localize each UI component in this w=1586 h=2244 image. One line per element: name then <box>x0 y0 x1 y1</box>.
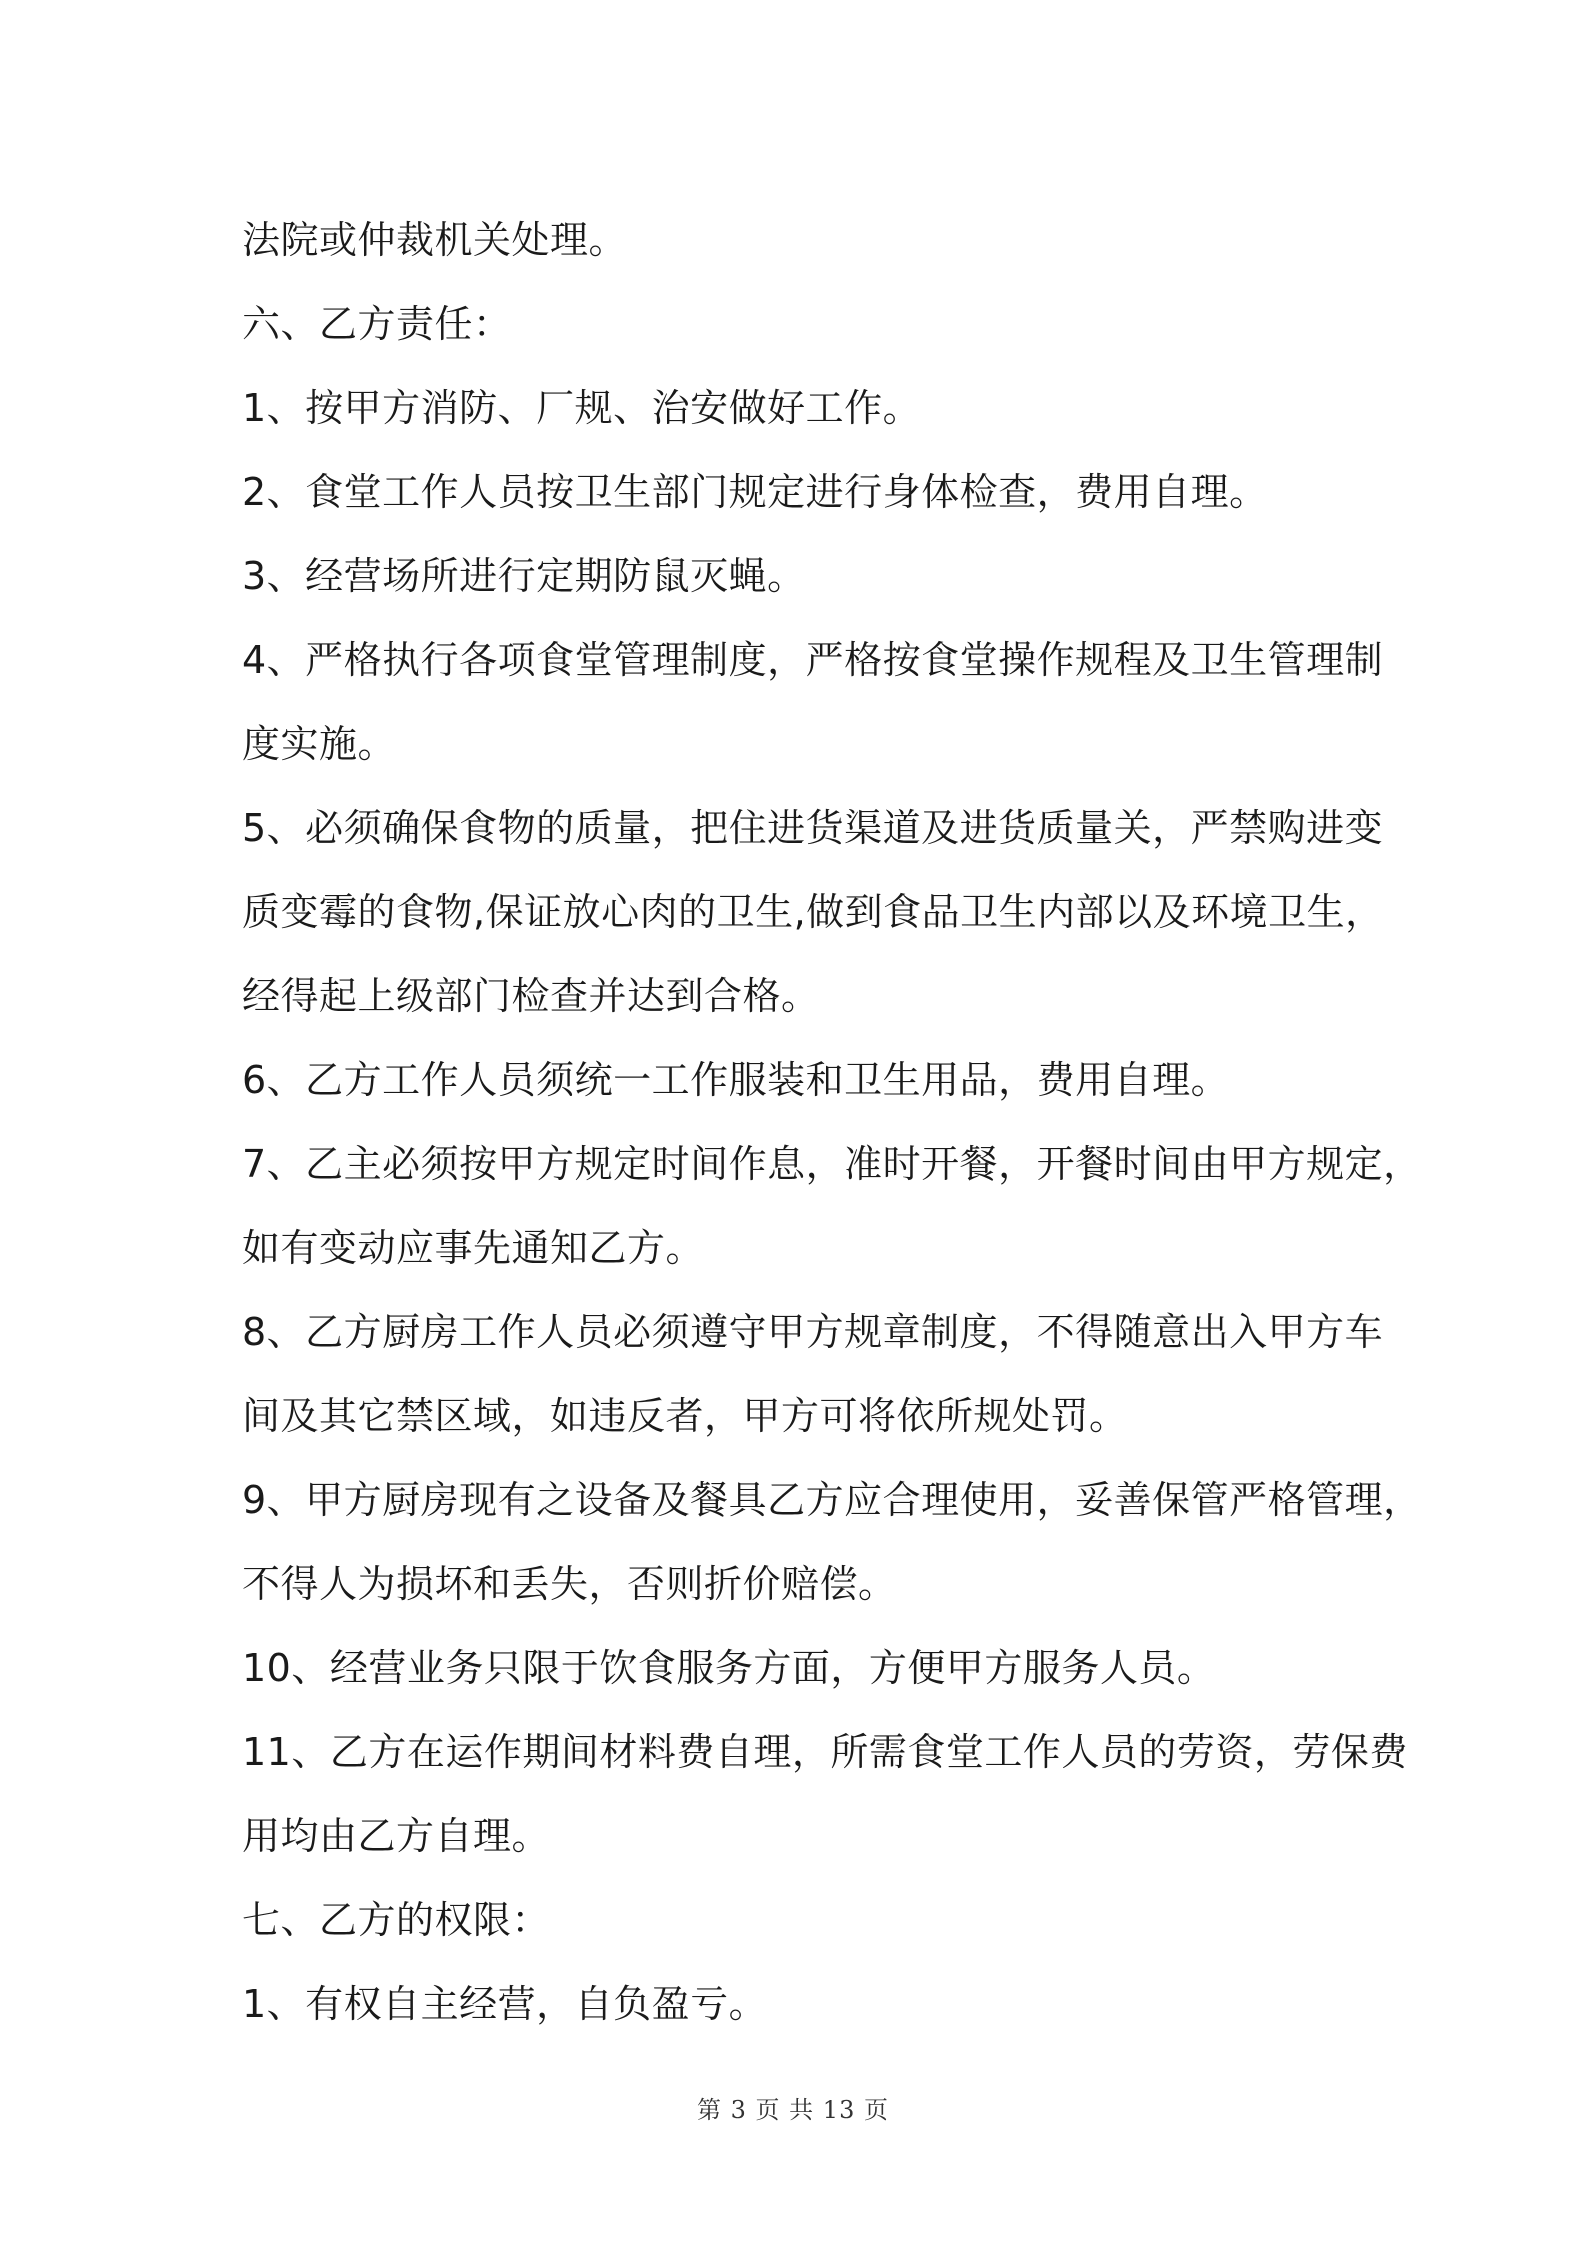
text-line: 质变霉的食物,保证放心肉的卫生,做到食品卫生内部以及环境卫生， <box>242 890 1384 934</box>
text-line: 度实施。 <box>242 722 397 766</box>
text-line: 1、按甲方消防、厂规、治安做好工作。 <box>242 386 922 430</box>
text-line: 经得起上级部门检查并达到合格。 <box>242 974 820 1018</box>
text-line: 法院或仲裁机关处理。 <box>242 218 628 262</box>
text-line: 7、乙主必须按甲方规定时间作息，准时开餐，开餐时间由甲方规定， <box>242 1142 1422 1186</box>
text-line: 6、乙方工作人员须统一工作服装和卫生用品，费用自理。 <box>242 1058 1230 1102</box>
text-line: 4、严格执行各项食堂管理制度，严格按食堂操作规程及卫生管理制 <box>242 638 1384 682</box>
text-line: 11、乙方在运作期间材料费自理，所需食堂工作人员的劳资，劳保费 <box>242 1730 1408 1774</box>
text-line: 间及其它禁区域，如违反者，甲方可将依所规处罚。 <box>242 1394 1128 1438</box>
text-line: 不得人为损坏和丢失，否则折价赔偿。 <box>242 1562 897 1606</box>
document-body <box>242 198 1422 2046</box>
text-line: 8、乙方厨房工作人员必须遵守甲方规章制度，不得随意出入甲方车 <box>242 1310 1384 1354</box>
text-line: 5、必须确保食物的质量，把住进货渠道及进货质量关，严禁购进变 <box>242 806 1384 850</box>
section-heading: 七、乙方的权限： <box>242 1898 551 1942</box>
page-number: 第 3 页 共 13 页 <box>697 2096 889 2124</box>
text-line: 3、经营场所进行定期防鼠灭蝇。 <box>242 554 806 598</box>
text-line: 9、甲方厨房现有之设备及餐具乙方应合理使用，妥善保管严格管理， <box>242 1478 1422 1522</box>
section-heading: 六、乙方责任： <box>242 302 512 346</box>
text-line: 如有变动应事先通知乙方。 <box>242 1226 705 1270</box>
text-line: 1、有权自主经营，自负盈亏。 <box>242 1982 768 2026</box>
text-line: 2、食堂工作人员按卫生部门规定进行身体检查，费用自理。 <box>242 470 1268 514</box>
text-line: 10、经营业务只限于饮食服务方面，方便甲方服务人员。 <box>242 1646 1216 1690</box>
text-line: 用均由乙方自理。 <box>242 1814 551 1858</box>
